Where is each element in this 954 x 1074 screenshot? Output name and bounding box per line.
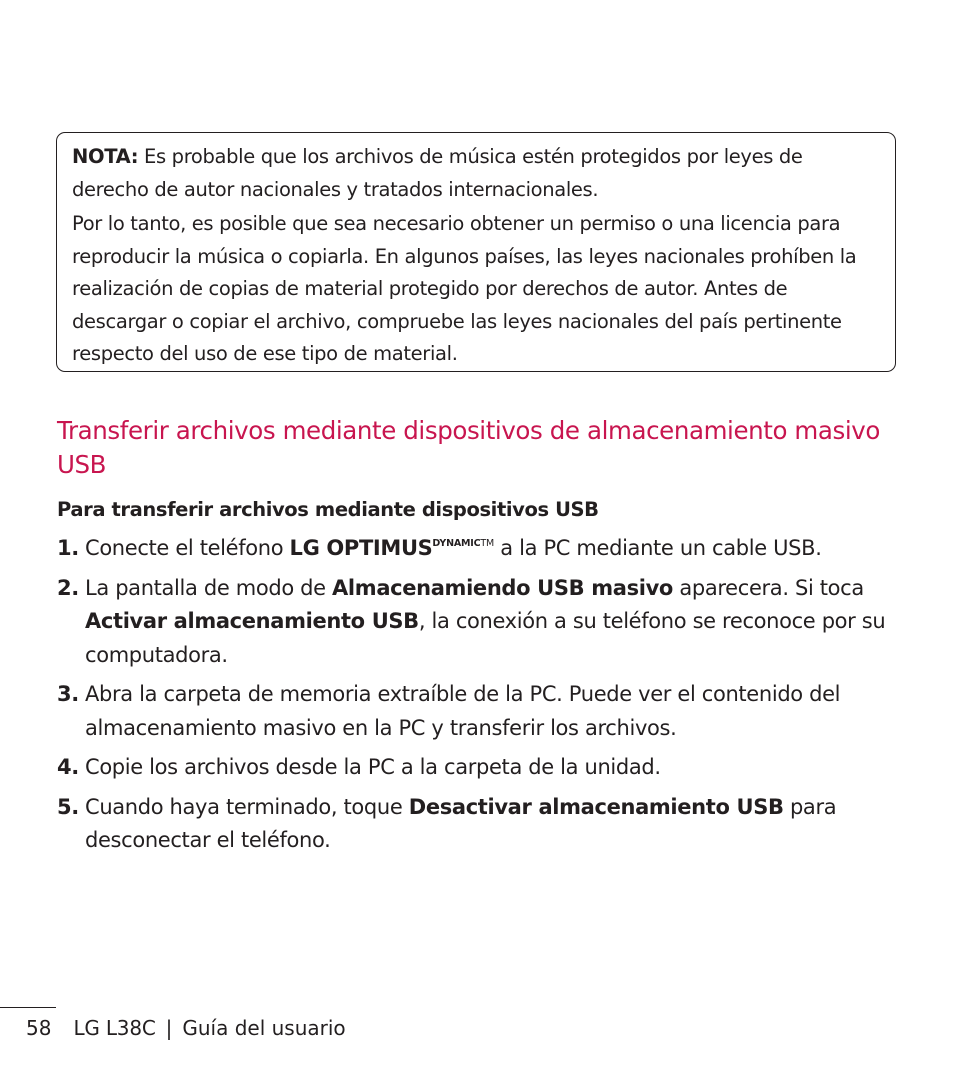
step-item — [57, 532, 902, 566]
step-text: La pantalla de modo de — [85, 575, 333, 600]
step-text: aparecera. Si toca — [673, 575, 864, 600]
activate-option-name: Activar almacenamiento USB — [85, 609, 419, 633]
step-number: 5. — [57, 794, 79, 819]
step-text: Conecte el teléfono — [85, 536, 290, 560]
step-number: 1. — [57, 536, 79, 560]
product-name: LG OPTIMUS — [289, 536, 433, 560]
mode-name: Almacenamiendo USB masivo — [332, 575, 674, 600]
note-label: NOTA: — [72, 145, 139, 168]
step-text: Abra la carpeta de memoria extraíble de la PC. Puede ver el contenido del almacenamiento masivo en la PC y transferir los archivos. — [85, 682, 841, 740]
step-text: Copie los archivos desde la PC a la carpeta de la unidad. — [85, 755, 661, 779]
page-footer — [26, 1012, 346, 1044]
step-item — [57, 572, 902, 673]
step-number: 3. — [57, 682, 79, 706]
trademark-mark: TM — [480, 538, 494, 549]
step-item — [57, 791, 902, 858]
step-number: 2. — [57, 575, 79, 600]
footer-separator: | — [165, 1016, 173, 1040]
note-paragraph-1 — [72, 141, 881, 206]
step-item — [57, 751, 902, 785]
steps-list — [57, 532, 902, 864]
step-number: 4. — [57, 755, 79, 779]
step-text: para desconectar el teléfono. — [85, 794, 837, 852]
step-text: , la conexión a su teléfono se reconoce por su computadora. — [85, 609, 886, 667]
model-name: LG L38C — [73, 1016, 156, 1040]
step-item — [57, 678, 902, 745]
section-title: Transferir archivos mediante dispositivos de almacenamiento masivo USB — [57, 416, 880, 479]
note-box — [56, 132, 896, 372]
product-superscript: DYNAMIC — [432, 538, 481, 549]
note-paragraph-2: Por lo tanto, es posible que sea necesario obtener un permiso o una licencia para reproducir la música o copiarla. En algunos países, las leyes nacionales prohíben la realización de copias de material protegido por derechos de autor. Antes de descargar o copiar el archivo, compruebe las leyes nacionales del país pertinente respecto del uso de ese tipo de material. — [72, 212, 857, 365]
step-text: a la PC mediante un cable USB. — [493, 536, 822, 560]
guide-title: Guía del usuario — [182, 1016, 346, 1040]
footer-rule — [0, 1007, 56, 1008]
deactivate-option-name: Desactivar almacenamiento USB — [408, 794, 784, 819]
page-number: 58 — [26, 1016, 52, 1040]
step-text: Cuando haya terminado, toque — [85, 794, 409, 819]
procedure-heading: Para transferir archivos mediante dispositivos USB — [57, 498, 599, 521]
note-text-1: Es probable que los archivos de música estén protegidos por leyes de derecho de autor nacionales y tratados internacionales. — [72, 145, 803, 201]
